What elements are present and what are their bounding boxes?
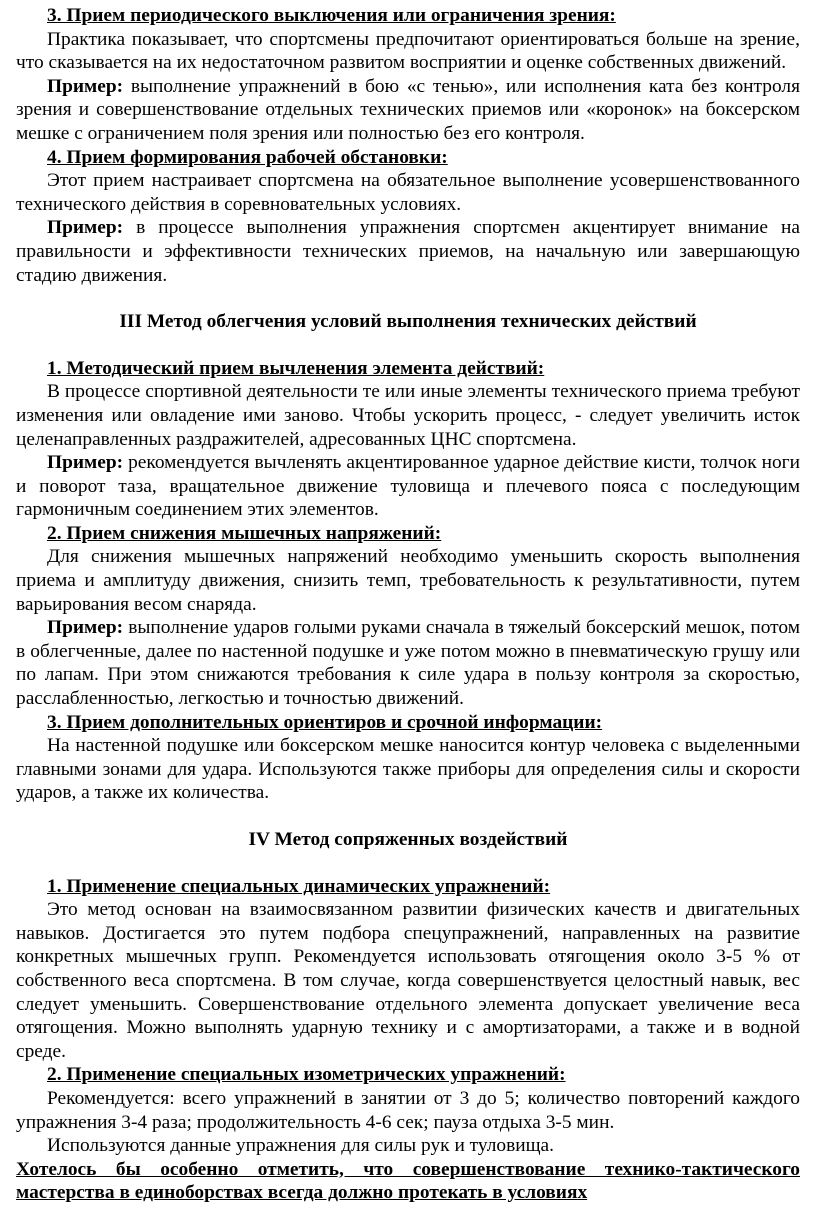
example-work-environment bbox=[16, 216, 800, 287]
paragraph-isometric-usage: Используются данные упражнения для силы рук и туловища. bbox=[47, 1135, 555, 1157]
example-text: рекомендуется вычленять акцентированное ударное действие кисти, толчок ноги и поворот таза, вращательное движение туловища и плечевого пояса с последующим гармоничным соединением этих элементов. bbox=[16, 452, 800, 521]
paragraph-vision-limitation: Практика показывает, что спортсмены предпочитают ориентироваться больше на зрение, что сказывается на их недостаточном развитом восприятии и оценке собственных движений. bbox=[16, 28, 800, 74]
heading-element-isolation: 1. Методический прием вычленения элемента действий: bbox=[47, 357, 545, 379]
example-label: Пример: bbox=[47, 617, 124, 639]
paragraph-muscle-tension: Для снижения мышечных напряжений необходимо уменьшить скорость выполнения приема и амплитуду движения, снизить темп, требовательность к результативности, путем варьирования весом снаряда. bbox=[16, 546, 800, 615]
paragraph-extra-landmarks: На настенной подушке или боксерском мешке наносится контур человека с выделенными главными зонами для удара. Используются также приборы для определения силы и скорости ударов, а также их количества. bbox=[16, 735, 800, 804]
example-label: Пример: bbox=[47, 452, 124, 474]
example-label: Пример: bbox=[47, 217, 124, 239]
heading-work-environment: 4. Прием формирования рабочей обстановки: bbox=[47, 146, 448, 168]
example-muscle-tension bbox=[16, 616, 800, 710]
example-element-isolation bbox=[16, 451, 800, 522]
closing-statement: Хотелось бы особенно отметить, что совершенствование технико-тактического мастерства в единоборствах всегда должно протекать в условиях bbox=[16, 1158, 800, 1204]
example-text: выполнение ударов голыми руками сначала в тяжелый боксерский мешок, потом в облегченные, далее по настенной подушке и уже потом можно в пневматическую грушу или по лапам. При этом снижаются требования к силе удара в пользу контроля за скоростью, расслабленностью, легкостью и точностью движений. bbox=[16, 617, 800, 710]
paragraph-work-environment: Этот прием настраивает спортсмена на обязательное выполнение усовершенствованного технического действия в соревновательных условиях. bbox=[16, 170, 800, 215]
section-title-iv: IV Метод сопряженных воздействий bbox=[248, 829, 568, 850]
heading-dynamic-exercises: 1. Применение специальных динамических упражнений: bbox=[47, 875, 551, 897]
heading-extra-landmarks: 3. Прием дополнительных ориентиров и срочной информации: bbox=[47, 711, 603, 733]
paragraph-isometric-exercises: Рекомендуется: всего упражнений в занятии от 3 до 5; количество повторений каждого упражнения 3-4 раза; продолжительность 4-6 сек; пауза отдыха 3-5 мин. bbox=[16, 1087, 800, 1133]
example-label: Пример: bbox=[47, 75, 124, 97]
example-text: в процессе выполнения упражнения спортсмен акцентирует внимание на правильности и эффективности технических приемов, на начальную или завершающую стадию движения. bbox=[16, 217, 800, 286]
example-vision-limitation bbox=[16, 75, 800, 146]
heading-muscle-tension: 2. Прием снижения мышечных напряжений: bbox=[47, 522, 442, 544]
section-title-iii: III Метод облегчения условий выполнения технических действий bbox=[119, 311, 697, 333]
heading-vision-limitation: 3. Прием периодического выключения или ограничения зрения: bbox=[47, 5, 616, 26]
heading-isometric-exercises: 2. Применение специальных изометрических упражнений: bbox=[47, 1064, 566, 1086]
example-text: выполнение упражнений в бою «с тенью», или исполнения ката без контроля зрения и совершенствование отдельных технических приемов или «коронок» на боксерском мешке с ограничением поля зрения или полностью без его контроля. bbox=[16, 75, 800, 144]
paragraph-element-isolation: В процессе спортивной деятельности те или иные элементы технического приема требуют изменения или овладение ими заново. Чтобы ускорить процесс, - следует увеличить исток целенаправленных раздражителей, адресованных ЦНС спортсмена. bbox=[16, 381, 800, 450]
paragraph-dynamic-exercises: Это метод основан на взаимосвязанном развитии физических качеств и двигательных навыков. Достигается это путем подбора спецупражнений, направленных на развитие конкретных мышечных групп. Рекомендуется использовать отягощения около 3-5 % от собственного веса спортсмена. В том случае, когда совершенствуется целостный навык, вес следует уменьшить. Совершенствование отдельного элемента допускает увеличение веса отягощения. Можно выполнять ударную технику и с амортизаторами, а также и в водной среде. bbox=[16, 899, 800, 1062]
